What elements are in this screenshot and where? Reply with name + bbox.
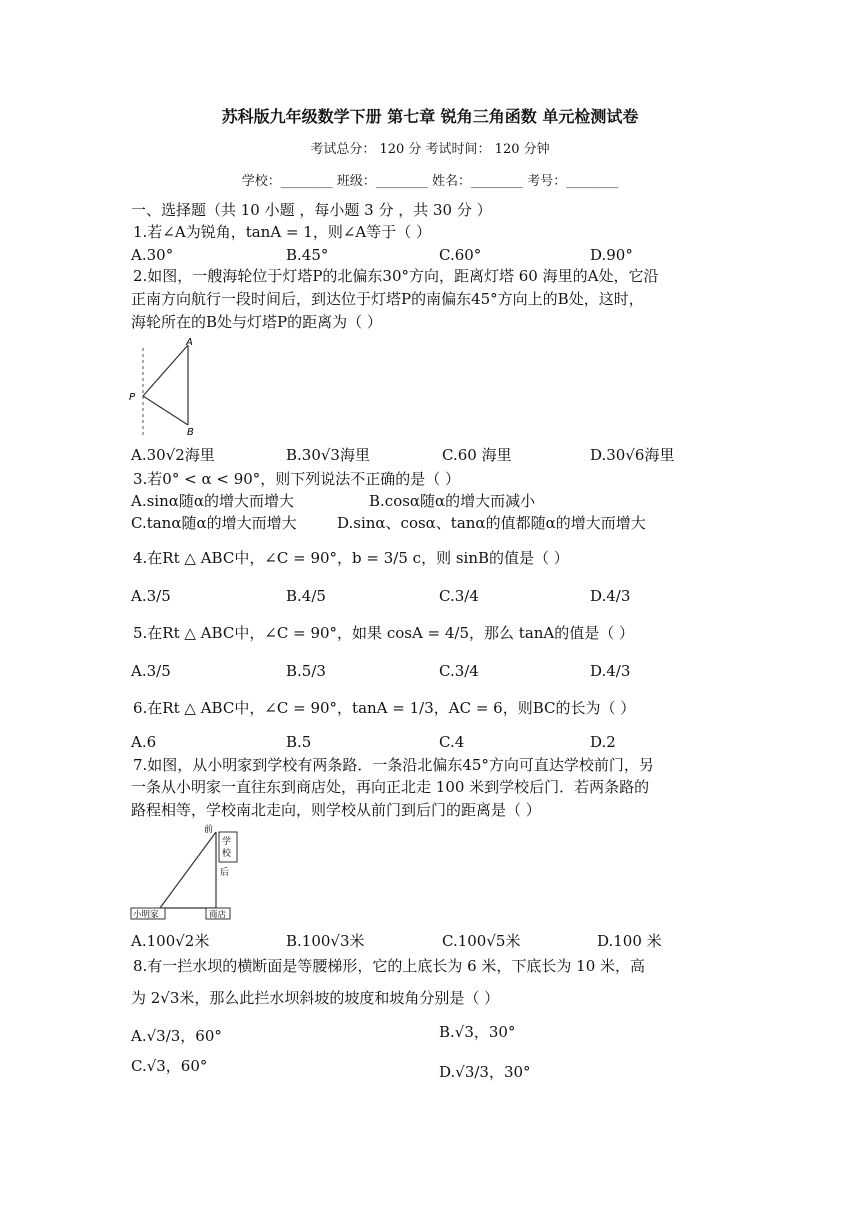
question-7-line-1: 7.如图，从小明家到学校有两条路．一条沿北偏东45°方向可直达学校前门，另 <box>133 756 654 774</box>
question-4-option-c: C.3/4 <box>439 587 479 605</box>
segment-pa <box>143 345 188 396</box>
question-7-line-3: 路程相等，学校南北走向，则学校从前门到后门的距离是（ ） <box>131 801 541 819</box>
question-4-stem: 4.在Rt △ ABC中，∠C = 90°，b = 3/5 c，则 sinB的值是（ ） <box>133 549 569 567</box>
question-5-option-d: D.4/3 <box>590 662 631 680</box>
question-1-option-b: B.45° <box>286 246 329 264</box>
question-5-option-c: C.3/4 <box>439 662 479 680</box>
question-2-option-c: C.60 海里 <box>442 446 512 464</box>
question-8-option-d: D.√3/3，30° <box>439 1063 531 1081</box>
question-6-option-a: A.6 <box>131 733 157 751</box>
school-label-2: 校 <box>222 849 232 859</box>
segment-pb <box>143 396 188 425</box>
question-3-option-a: A.sinα随α的增大而增大 <box>131 492 295 510</box>
question-5-stem: 5.在Rt △ ABC中，∠C = 90°，如果 cosA = 4/5，那么 tanA的值是（ ） <box>133 624 635 642</box>
point-b-label: B <box>187 427 194 438</box>
home-label: 小明家 <box>133 910 159 920</box>
question-7-option-a: A.100√2米 <box>131 932 210 950</box>
question-8-option-b: B.√3，30° <box>439 1023 516 1041</box>
question-6-option-d: D.2 <box>590 733 616 751</box>
page-title: 苏科版九年级数学下册 第七章 锐角三角函数 单元检测试卷 <box>221 107 639 126</box>
student-info: 学校：________ 班级：________ 姓名：________ 考号：________ <box>241 174 619 189</box>
school-route-figure <box>128 822 240 922</box>
question-7-option-d: D.100 米 <box>597 932 662 950</box>
section-heading: 一、选择题（共 10 小题 ，每小题 3 分 ，共 30 分 ） <box>131 201 492 219</box>
point-a-label: A <box>186 337 193 348</box>
question-8-option-a: A.√3/3，60° <box>131 1027 222 1045</box>
question-3-stem: 3.若0° < α < 90°，则下列说法不正确的是（ ） <box>133 470 461 488</box>
question-6-stem: 6.在Rt △ ABC中，∠C = 90°，tanA = 1/3，AC = 6，则BC的长为（ ） <box>133 699 636 717</box>
diagonal-route <box>160 832 216 908</box>
lighthouse-figure <box>126 336 206 440</box>
question-2-line-1: 2.如图，一艘海轮位于灯塔P的北偏东30°方向，距离灯塔 60 海里的A处，它沿 <box>133 267 659 285</box>
question-2-line-3: 海轮所在的B处与灯塔P的距离为（ ） <box>131 313 382 331</box>
question-6-option-c: C.4 <box>439 733 465 751</box>
question-5-option-b: B.5/3 <box>286 662 326 680</box>
question-7-line-2: 一条从小明家一直往东到商店处，再向正北走 100 米到学校后门．若两条路的 <box>131 778 650 796</box>
question-3-option-c: C.tanα随α的增大而增大 <box>131 514 297 532</box>
question-1-stem: 1.若∠A为锐角，tanA = 1，则∠A等于（ ） <box>133 223 431 241</box>
question-2-option-a: A.30√2海里 <box>131 446 215 464</box>
question-1-option-a: A.30° <box>131 246 174 264</box>
front-gate-label: 前 <box>204 825 214 835</box>
question-2-option-d: D.30√6海里 <box>590 446 675 464</box>
question-1-option-c: C.60° <box>439 246 482 264</box>
question-7-option-b: B.100√3米 <box>286 932 365 950</box>
question-8-line-1: 8.有一拦水坝的横断面是等腰梯形，它的上底长为 6 米，下底长为 10 米，高 <box>133 957 646 975</box>
question-2-line-2: 正南方向航行一段时间后，到达位于灯塔P的南偏东45°方向上的B处，这时， <box>131 290 644 308</box>
question-8-option-c: C.√3，60° <box>131 1057 208 1075</box>
question-6-option-b: B.5 <box>286 733 312 751</box>
exam-info: 考试总分： 120 分 考试时间： 120 分钟 <box>310 142 550 157</box>
question-7-option-c: C.100√5米 <box>442 932 521 950</box>
point-p-label: P <box>129 392 136 403</box>
question-8-line-2: 为 2√3米，那么此拦水坝斜坡的坡度和坡角分别是（ ） <box>131 989 500 1007</box>
question-5-option-a: A.3/5 <box>131 662 171 680</box>
question-4-option-a: A.3/5 <box>131 587 171 605</box>
school-label-1: 学 <box>222 837 232 847</box>
question-4-option-b: B.4/5 <box>286 587 326 605</box>
question-3-option-b: B.cosα随α的增大而减小 <box>369 492 536 510</box>
back-gate-label: 后 <box>220 868 230 878</box>
question-3-option-d: D.sinα、cosα、tanα的值都随α的增大而增大 <box>337 514 646 532</box>
shop-label: 商店 <box>209 910 227 920</box>
question-2-option-b: B.30√3海里 <box>286 446 370 464</box>
question-1-option-d: D.90° <box>590 246 633 264</box>
question-4-option-d: D.4/3 <box>590 587 631 605</box>
